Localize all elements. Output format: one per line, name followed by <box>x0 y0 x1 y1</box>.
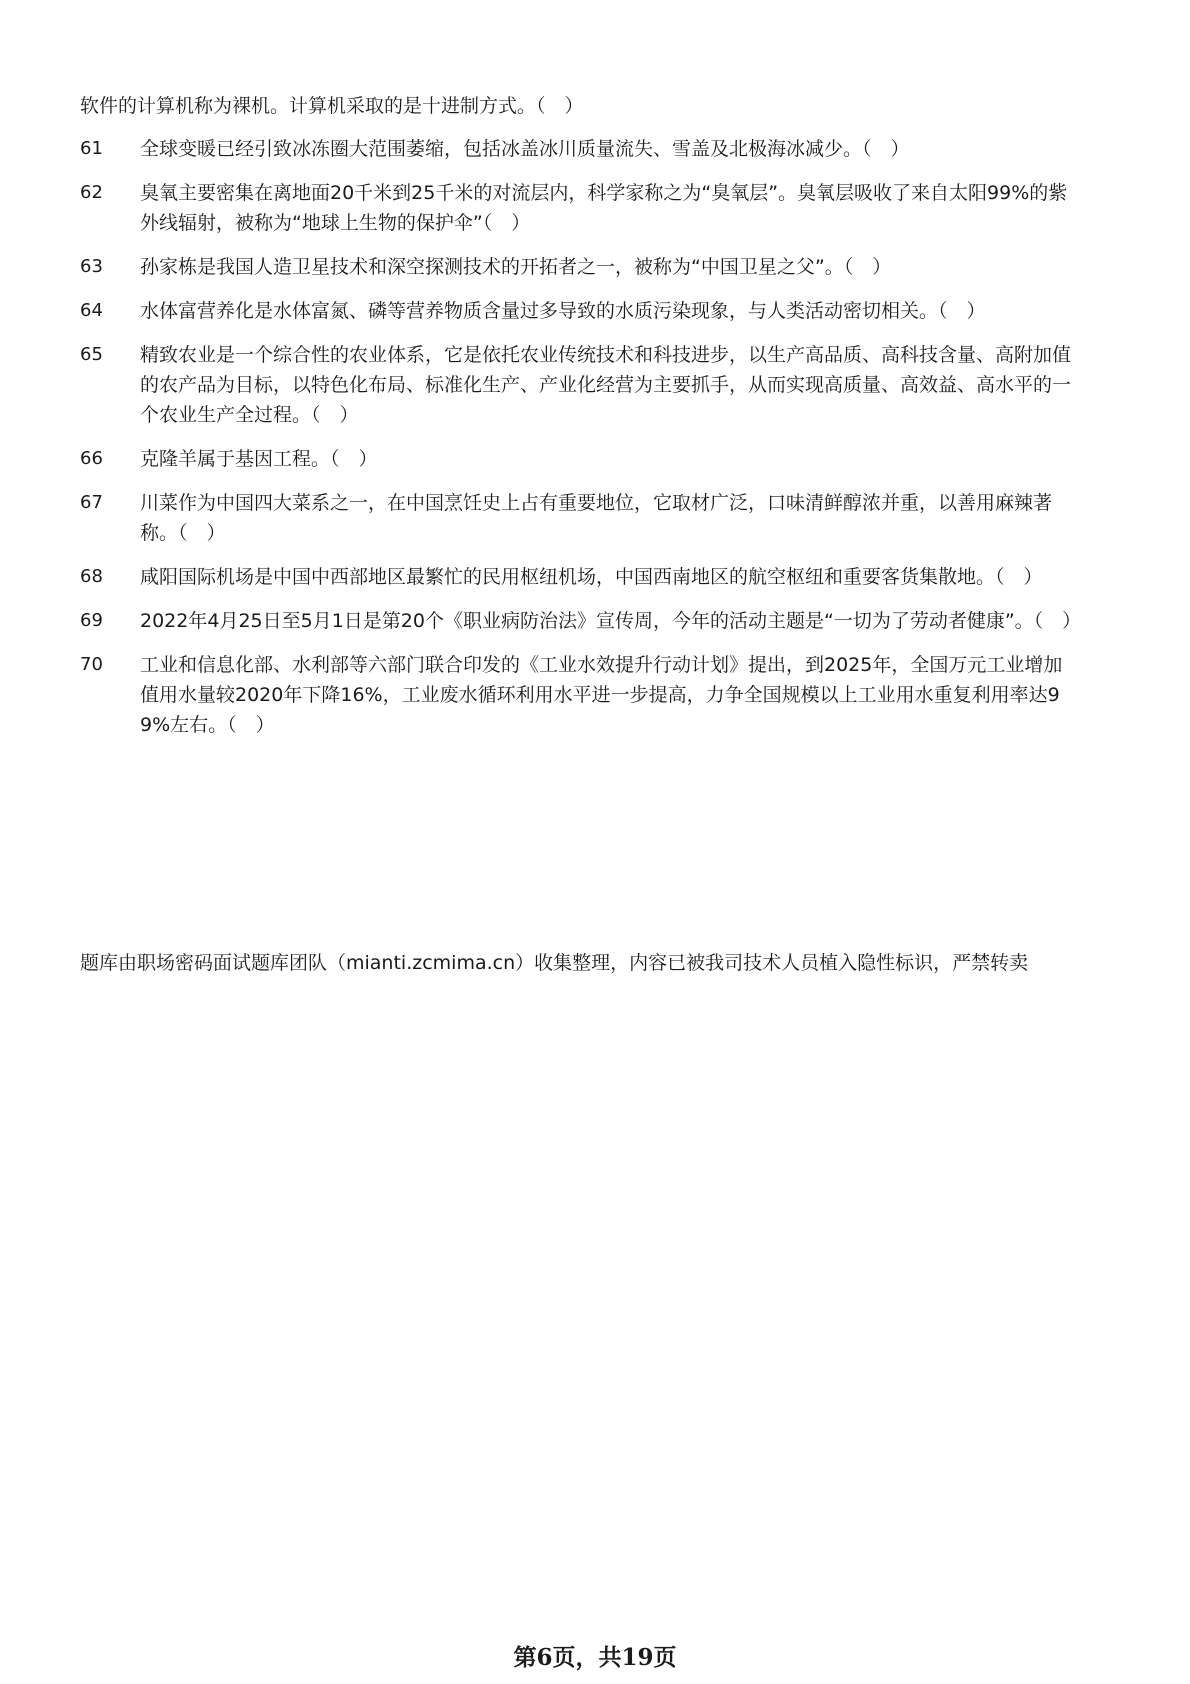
question-number: 67 <box>80 492 103 513</box>
question-number: 68 <box>80 566 103 587</box>
question-list <box>80 134 1110 754</box>
question-text: 孙家栋是我国人造卫星技术和深空探测技术的开拓者之一，被称为“中国卫星之父”。（ ） <box>140 256 892 278</box>
question-item <box>80 340 1110 430</box>
question-text: 2022年4月25日至5月1日是第20个《职业病防治法》宣传周，今年的活动主题是“一切为了劳动者健康”。（ ） <box>140 610 1082 632</box>
question-text: 水体富营养化是水体富氮、磷等营养物质含量过多导致的水质污染现象，与人类活动密切相关。（ ） <box>140 300 986 322</box>
question-number: 64 <box>80 300 103 321</box>
page-number: 第6页，共19页 <box>513 1644 677 1671</box>
question-number: 65 <box>80 344 103 365</box>
question-number: 70 <box>80 654 103 675</box>
question-item <box>80 606 1110 636</box>
question-item <box>80 252 1110 282</box>
question-number: 66 <box>80 448 103 469</box>
question-item <box>80 562 1110 592</box>
question-text: 全球变暖已经引致冰冻圈大范围萎缩，包括冰盖冰川质量流失、雪盖及北极海冰减少。（ ） <box>140 138 910 160</box>
question-text: 臭氧主要密集在离地面20千米到25千米的对流层内，科学家称之为“臭氧层”。臭氧层吸收了来自太阳99%的紫外线辐射，被称为“地球上生物的保护伞”（ ） <box>140 182 1068 234</box>
question-item <box>80 444 1110 474</box>
question-text: 咸阳国际机场是中国中西部地区最繁忙的民用枢纽机场，中国西南地区的航空枢纽和重要客货集散地。（ ） <box>140 566 1043 588</box>
copyright-notice: 题库由职场密码面试题库团队（mianti.zcmima.cn）收集整理，内容已被我司技术人员植入隐性标识，严禁转卖 <box>80 952 1029 974</box>
question-number: 63 <box>80 256 103 277</box>
question-item <box>80 134 1110 164</box>
question-text: 川菜作为中国四大菜系之一，在中国烹饪史上占有重要地位，它取材广泛，口味清鲜醇浓并重，以善用麻辣著称。（ ） <box>140 492 1053 544</box>
question-item <box>80 650 1110 740</box>
question-item <box>80 178 1110 238</box>
question-text: 精致农业是一个综合性的农业体系，它是依托农业传统技术和科技进步，以生产高品质、高科技含量、高附加值的农产品为目标，以特色化布局、标准化生产、产业化经营为主要抓手，从而实现高质量、高效益、高水平的一个农业生产全过程。（ ） <box>140 344 1072 426</box>
question-continuation-text: 软件的计算机称为裸机。计算机采取的是十进制方式。（ ） <box>80 95 584 117</box>
question-item <box>80 296 1110 326</box>
question-text: 工业和信息化部、水利部等六部门联合印发的《工业水效提升行动计划》提出，到2025年，全国万元工业增加值用水量较2020年下降16%，工业废水循环利用水平进一步提高，力争全国规模以上工业用水重复利用率达99%左右。（ ） <box>140 654 1063 736</box>
question-number: 69 <box>80 610 103 631</box>
question-number: 62 <box>80 182 103 203</box>
question-item <box>80 488 1110 548</box>
question-text: 克隆羊属于基因工程。（ ） <box>140 448 378 470</box>
question-number: 61 <box>80 138 103 159</box>
